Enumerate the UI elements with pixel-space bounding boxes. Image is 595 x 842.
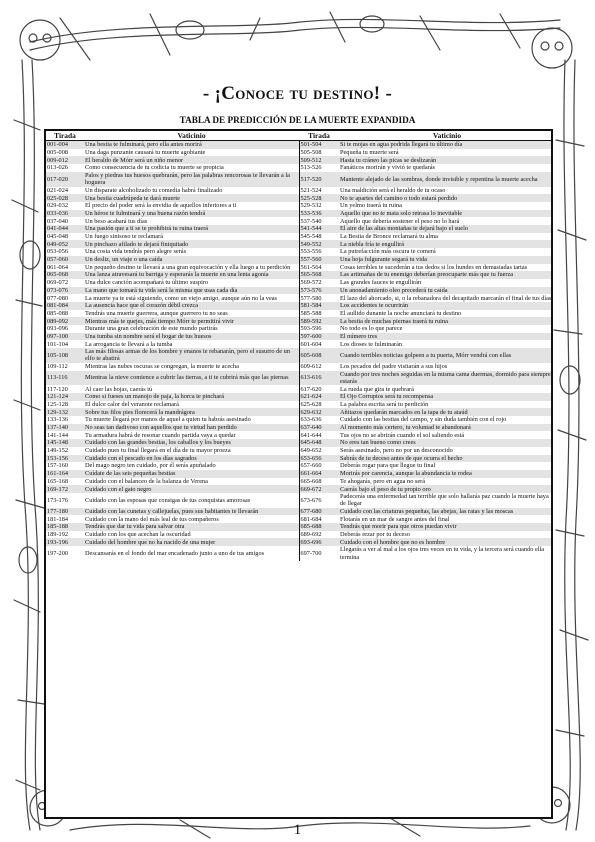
prophecy-cell: Un pinchazo afilado te dejará finiquitado xyxy=(84,240,299,248)
roll-cell: 581-584 xyxy=(299,302,339,310)
prophecy-cell: No todo es lo que parece xyxy=(339,325,553,333)
table-row xyxy=(46,485,553,493)
roll-cell: 185-188 xyxy=(46,523,84,531)
prophecy-cell: Palos y piedras tus huesos quebrarán, pero las palabras rencorosas te llevarán a la hoguera xyxy=(84,172,299,187)
roll-cell: 181-184 xyxy=(46,515,84,523)
table-row xyxy=(46,493,553,508)
table-row xyxy=(46,294,553,302)
prophecy-cell: Tu muerte llegará por manos de aquel a quien tu habrás asesinado xyxy=(84,416,299,424)
roll-cell: 065-068 xyxy=(46,271,84,279)
prophecy-cell: Una maldición será el heraldo de tu ocaso xyxy=(339,187,553,195)
roll-cell: 013-026 xyxy=(46,164,84,172)
roll-cell: 153-156 xyxy=(46,455,84,463)
prophecy-cell: Un disparate alcoholizado tu comedia habrá finalizado xyxy=(84,187,299,195)
roll-cell: 589-592 xyxy=(299,317,339,325)
table-row xyxy=(46,340,553,348)
prophecy-cell: Mientras más te quejes, más tiempo Mórr te permitirá vivir xyxy=(84,317,299,325)
prophecy-cell: Mantente alejado de las sombras, donde invisible y repentina la muerte acecha xyxy=(339,172,553,187)
table-row xyxy=(46,455,553,463)
prophecy-cell: Te ahogarás, pero en agua no será xyxy=(339,478,553,486)
prophecy-cell: Deberás rezar por tu deceso xyxy=(339,531,553,539)
table-row xyxy=(46,393,553,401)
prophecy-cell: Tendrás una muerte guerrera, aunque guerrero tu no seas xyxy=(84,310,299,318)
table-row xyxy=(46,385,553,393)
table-row xyxy=(46,225,553,233)
prophecy-cell: Fanáticos morirán y vivió te quedarás xyxy=(339,164,553,172)
roll-cell: 021-024 xyxy=(46,187,84,195)
prophecy-cell: Una tumba sin nombre será el hogar de tus huesos xyxy=(84,333,299,341)
roll-cell: 697-700 xyxy=(299,546,339,561)
roll-cell: 537-540 xyxy=(299,217,339,225)
roll-cell: 161-164 xyxy=(46,470,84,478)
prophecy-cell: Cuidado con los que acechan la oscuridad xyxy=(84,531,299,539)
table-row xyxy=(46,431,553,439)
prophecy-cell: Pequeña tu muerte será xyxy=(339,149,553,157)
prophecy-cell: Cuidado del hombre que no ha nacido de una mujer xyxy=(84,538,299,546)
roll-cell: 641-644 xyxy=(299,431,339,439)
prophecy-cell: Del mago negro ten cuidado, por él serás apuñalado xyxy=(84,462,299,470)
prophecy-cell: Las más filosas armas de los hombre y enanos te rebanarán, pero el susurro de un elfo te abatirá xyxy=(84,348,299,363)
prophecy-cell: Tendrás que morir para que otros puedan vivir xyxy=(339,523,553,531)
roll-cell: 617-620 xyxy=(299,385,339,393)
prophecy-cell: El lazo del ahorcado, si, o la rebanadora del decapitado marcarán el final de tus días xyxy=(339,294,553,302)
roll-cell: 625-628 xyxy=(299,401,339,409)
table-row xyxy=(46,470,553,478)
roll-cell: 605-608 xyxy=(299,348,339,363)
roll-cell: 661-664 xyxy=(299,470,339,478)
roll-cell: 509-512 xyxy=(299,156,339,164)
roll-cell: 033-036 xyxy=(46,210,84,218)
roll-cell: 165-168 xyxy=(46,478,84,486)
prophecy-cell: Una lanza atravesará tu barriga y esperarás la muerte en una lenta agonía xyxy=(84,271,299,279)
table-row xyxy=(46,447,553,455)
prophecy-cell: Cuidado con las criaturas pequeñas, las abejas, las ratas y las moscas xyxy=(339,508,553,516)
roll-cell: 609-612 xyxy=(299,363,339,371)
prophecy-cell: La putrefacción más oscura te comerá xyxy=(339,248,553,256)
prophecy-cell: Una dulce canción acompañará tu último suspiro xyxy=(84,279,299,287)
prophecy-cell: No seas tan dadivoso con aquellos que tu virtud han perdido xyxy=(84,424,299,432)
table-row xyxy=(46,172,553,187)
prophecy-cell: La bestia de muchas piernas traerá tu ruina xyxy=(339,317,553,325)
roll-cell: 005-008 xyxy=(46,149,84,157)
table-row xyxy=(46,248,553,256)
roll-cell: 513-526 xyxy=(299,164,339,172)
table-row xyxy=(46,478,553,486)
roll-cell: 197-200 xyxy=(46,546,84,561)
table-row xyxy=(46,149,553,157)
prophecy-cell: Cuidado con las grandes bestias, los caballos y los bueyes xyxy=(84,439,299,447)
table-row xyxy=(46,317,553,325)
roll-cell: 037-040 xyxy=(46,217,84,225)
roll-cell: 653-656 xyxy=(299,455,339,463)
table-row xyxy=(46,141,553,149)
roll-cell: 121-124 xyxy=(46,393,84,401)
prophecy-cell: Cuidado con el pescado en los días sagrados xyxy=(84,455,299,463)
prophecy-cell: Un beso acabará tus días xyxy=(84,217,299,225)
table-row xyxy=(46,439,553,447)
prophecy-cell: El heraldo de Mórr será un niño menor xyxy=(84,156,299,164)
table-row xyxy=(46,264,553,272)
roll-cell: 525-528 xyxy=(299,194,339,202)
roll-cell: 517-520 xyxy=(299,172,339,187)
roll-cell: 541-544 xyxy=(299,225,339,233)
roll-cell: 077-080 xyxy=(46,294,84,302)
roll-cell: 137-140 xyxy=(46,424,84,432)
table-row xyxy=(46,462,553,470)
prophecy-cell: Un yelmo traerá tu ruina xyxy=(339,202,553,210)
header-roll-2: Tirada xyxy=(299,131,339,141)
roll-cell: 001-004 xyxy=(46,141,84,149)
prophecy-cell: Añitazos quedarán marcados en la tapa de tu ataúd xyxy=(339,408,553,416)
table-row xyxy=(46,401,553,409)
table-row xyxy=(46,202,553,210)
prophecy-cell: No eres tan bueno como crees xyxy=(339,439,553,447)
roll-cell: 073-076 xyxy=(46,287,84,295)
prophecy-cell: Las grandes fauces te engullirán xyxy=(339,279,553,287)
roll-cell: 193-196 xyxy=(46,538,84,546)
prophecy-cell: Una daga punzante causará tu muerte agobiante xyxy=(84,149,299,157)
table-row xyxy=(46,256,553,264)
roll-cell: 017-020 xyxy=(46,172,84,187)
table-row xyxy=(46,523,553,531)
table-row xyxy=(46,217,553,225)
roll-cell: 505-508 xyxy=(299,149,339,157)
page-title: - ¡Conoce tu destino! - xyxy=(202,83,393,104)
roll-cell: 621-624 xyxy=(299,393,339,401)
prophecy-cell: Cuidado con el hombre que no es hombre xyxy=(339,538,553,546)
prophecy-cell: Caerás bajo el peso de tu propio oro xyxy=(339,485,553,493)
prophecy-cell: Al momento más certero, tu voluntad te abandonará xyxy=(339,424,553,432)
table-row xyxy=(46,233,553,241)
table-row xyxy=(46,271,553,279)
header-roll-1: Tirada xyxy=(46,131,84,141)
prophecy-cell: Cuidado con las bestias del campo, y sin duda también con el rojo xyxy=(339,416,553,424)
prophecy-cell: La palabra escrita será tu perdición xyxy=(339,401,553,409)
roll-cell: 029-032 xyxy=(46,202,84,210)
prophecy-cell: El precio del poder será la envidia de aquellos inferiores a ti xyxy=(84,202,299,210)
header-prophecy-1: Vaticinio xyxy=(84,131,299,141)
roll-cell: 101-104 xyxy=(46,340,84,348)
roll-cell: 601-604 xyxy=(299,340,339,348)
roll-cell: 549-552 xyxy=(299,240,339,248)
prophecy-cell: La muerte ya te está siguiendo, como un viejo amigo, aunque aún no la veas xyxy=(84,294,299,302)
roll-cell: 041-044 xyxy=(46,225,84,233)
roll-cell: 049-052 xyxy=(46,240,84,248)
roll-cell: 057-060 xyxy=(46,256,84,264)
table-row xyxy=(46,333,553,341)
prophecy-cell: El dulce calor del veranote reclamará xyxy=(84,401,299,409)
prophecy-cell: La arrogancia te llevará a la tumba xyxy=(84,340,299,348)
page-number: 1 xyxy=(293,822,302,838)
prophecy-cell: Los pecados del padre visitarán a sus hijos xyxy=(339,363,553,371)
roll-cell: 657-660 xyxy=(299,462,339,470)
prophecy-cell: Cosas terribles te sucederán a tus dedos si los hundes en demasiadas tartas xyxy=(339,264,553,272)
table-row xyxy=(46,302,553,310)
prophecy-cell: Hasta tu cráneo las picas se deslizarán xyxy=(339,156,553,164)
roll-cell: 097-100 xyxy=(46,333,84,341)
roll-cell: 177-180 xyxy=(46,508,84,516)
roll-cell: 577-580 xyxy=(299,294,339,302)
roll-cell: 561-564 xyxy=(299,264,339,272)
prophecy-cell: Una pasión que a ti se te prohibirá tu ruina traerá xyxy=(84,225,299,233)
table-row xyxy=(46,240,553,248)
roll-cell: 085-088 xyxy=(46,310,84,318)
prophecy-cell: Un anonadamiento oleo precederá tu caída xyxy=(339,287,553,295)
roll-cell: 117-120 xyxy=(46,385,84,393)
prophecy-cell: Mientras la nieve comience a cubrir las tierras, a ti te cubrirá más que las piernas xyxy=(84,371,299,386)
roll-cell: 109-112 xyxy=(46,363,84,371)
roll-cell: 645-648 xyxy=(299,439,339,447)
roll-cell: 673-676 xyxy=(299,493,339,508)
roll-cell: 129-132 xyxy=(46,408,84,416)
table-header-row xyxy=(46,131,553,141)
prophecy-cell: Serás asesinado, pero no por un desconocido xyxy=(339,447,553,455)
roll-cell: 081-084 xyxy=(46,302,84,310)
roll-cell: 613-616 xyxy=(299,371,339,386)
prophecy-cell: Un pequeño destino te llevará a una gran equivocación y ella luego a tu perdición xyxy=(84,264,299,272)
roll-cell: 053-056 xyxy=(46,248,84,256)
roll-cell: 573-576 xyxy=(299,287,339,295)
roll-cell: 533-536 xyxy=(299,210,339,218)
roll-cell: 089-092 xyxy=(46,317,84,325)
prophecy-cell: Cuidado pues tu final llegará en el día de tu mayor proeza xyxy=(84,447,299,455)
roll-cell: 025-028 xyxy=(46,194,84,202)
prophecy-cell: La ausencia hace que el corazón débil crezca xyxy=(84,302,299,310)
table-row xyxy=(46,408,553,416)
header-prophecy-2: Vaticinio xyxy=(339,131,553,141)
roll-cell: 045-048 xyxy=(46,233,84,241)
table-row xyxy=(46,546,553,561)
table-row xyxy=(46,164,553,172)
prophecy-cell: Como consecuencia de tu codicia tu muerte se propicia xyxy=(84,164,299,172)
roll-cell: 545-548 xyxy=(299,233,339,241)
prophecy-cell: Una bestia te fulminará, pero ella antes morirá xyxy=(84,141,299,149)
roll-cell: 009-012 xyxy=(46,156,84,164)
roll-cell: 585-588 xyxy=(299,310,339,318)
roll-cell: 501-504 xyxy=(299,141,339,149)
prophecy-cell: Aquello que debería sostener el peso no lo hará xyxy=(339,217,553,225)
table-row xyxy=(46,210,553,218)
prophecy-cell: Tendrás que dar tu vida para salvar otra xyxy=(84,523,299,531)
prophecy-cell: Descansarás en el fondo del mar encadenado junto a uno de tus amigos xyxy=(84,546,299,561)
roll-cell: 061-064 xyxy=(46,264,84,272)
roll-cell: 157-160 xyxy=(46,462,84,470)
prophecy-cell: El aire de las altas montañas te dejará bajo el suelo xyxy=(339,225,553,233)
prophecy-cell: Un fuego sinisoso te reclamará xyxy=(84,233,299,241)
table-row xyxy=(46,424,553,432)
roll-cell: 677-680 xyxy=(299,508,339,516)
prophecy-cell: Un desliz, un viaje o una caída xyxy=(84,256,299,264)
prophecy-cell: Cuídate de las seis pequeñas bestias xyxy=(84,470,299,478)
prophecy-cell: La Bestia de Bronce reclamará tu alma xyxy=(339,233,553,241)
prophecy-cell: Un héroe te fulminará y una buena razón tendrá xyxy=(84,210,299,218)
table-row xyxy=(46,156,553,164)
table-row xyxy=(46,348,553,363)
table-row xyxy=(46,371,553,386)
table-row xyxy=(46,194,553,202)
prophecy-cell: Los dioses te fulminarán xyxy=(339,340,553,348)
prophecy-cell: No te apartes del camino o todo estará perdido xyxy=(339,194,553,202)
prophecy-cell: La rueda que gira te quebrará xyxy=(339,385,553,393)
prophecy-cell: Cuidado con las cunetas y callejuelas, pues sus habitantes te llevarán xyxy=(84,508,299,516)
table-row xyxy=(46,538,553,546)
prophecy-cell: Padecerás una enfermedad tan terrible que solo hallarás paz cuando la muerte haya de llegar xyxy=(339,493,553,508)
table-title: TABLA DE PREDICCIÓN DE LA MUERTE EXPANDIDA xyxy=(179,115,416,125)
roll-cell: 633-636 xyxy=(299,416,339,424)
prophecy-cell: Como si fueses un manojo de paja, la horca te pinchará xyxy=(84,393,299,401)
prophecy-cell: El Ojo Corruptos será tu recompensa xyxy=(339,393,553,401)
prophecy-cell: Durante una gran celebración de este mundo partirás xyxy=(84,325,299,333)
roll-cell: 125-128 xyxy=(46,401,84,409)
table-row xyxy=(46,287,553,295)
table-row xyxy=(46,310,553,318)
prophecy-cell: La mano que tomará tu vida será la misma que usas cada día xyxy=(84,287,299,295)
prophecy-cell: Cuidado con el gato negro xyxy=(84,485,299,493)
prophecy-cell: Los accidentes te ocurrirán xyxy=(339,302,553,310)
roll-cell: 529-532 xyxy=(299,202,339,210)
prophecy-cell: Tu armadura habrá de resonar cuando partida vaya a quedar xyxy=(84,431,299,439)
prophecy-cell: Sobre tus filos pies florecerá la mandrágora xyxy=(84,408,299,416)
prophecy-cell: Sabrás de tu deceso antes de que ocurra el hecho xyxy=(339,455,553,463)
roll-cell: 173-176 xyxy=(46,493,84,508)
table-row xyxy=(46,363,553,371)
table-row xyxy=(46,416,553,424)
roll-cell: 557-560 xyxy=(299,256,339,264)
roll-cell: 113-116 xyxy=(46,371,84,386)
prediction-table-container xyxy=(44,129,553,819)
prophecy-cell: Tus ojos no se abrirán cuando el sol saliendo está xyxy=(339,431,553,439)
roll-cell: 597-600 xyxy=(299,333,339,341)
prophecy-cell: Cuidado con la mano del más leal de tus compañeros xyxy=(84,515,299,523)
prophecy-cell: Una costa vida tendrás pero alegre serás xyxy=(84,248,299,256)
prophecy-cell: Si te mojas en agua podrida llegará tu último día xyxy=(339,141,553,149)
roll-cell: 141-144 xyxy=(46,431,84,439)
roll-cell: 189-192 xyxy=(46,531,84,539)
prediction-table xyxy=(46,131,553,561)
roll-cell: 693-696 xyxy=(299,538,339,546)
roll-cell: 681-684 xyxy=(299,515,339,523)
roll-cell: 565-568 xyxy=(299,271,339,279)
table-row xyxy=(46,279,553,287)
roll-cell: 093-096 xyxy=(46,325,84,333)
roll-cell: 521-524 xyxy=(299,187,339,195)
roll-cell: 553-556 xyxy=(299,248,339,256)
prophecy-cell: El número tres xyxy=(339,333,553,341)
roll-cell: 649-652 xyxy=(299,447,339,455)
roll-cell: 689-692 xyxy=(299,531,339,539)
prophecy-cell: Deberás rogar para que llegue tu final xyxy=(339,462,553,470)
table-row xyxy=(46,325,553,333)
prophecy-cell: Cuidado con el balanceo de la balanza de Verena xyxy=(84,478,299,486)
prophecy-cell: Mientras las nubes oscuras se congregan, la muerte te acecha xyxy=(84,363,299,371)
table-row xyxy=(46,531,553,539)
prophecy-cell: Llegarás a ver al mal a los ojos tres veces en tu vida, y la tercera será cuando ella termina xyxy=(339,546,553,561)
roll-cell: 569-572 xyxy=(299,279,339,287)
prophecy-cell: El aullido dunante la noche anunciará tu destino xyxy=(339,310,553,318)
table-row xyxy=(46,515,553,523)
prophecy-cell: Cuidado con las esposas que consigas de tus conquistas amorosas xyxy=(84,493,299,508)
prophecy-cell: Aquello que no te mata solo retrasa lo inevitable xyxy=(339,210,553,218)
prophecy-cell: Cuando terribles noticias golpeen a tu puerta, Mórr vendrá con ellas xyxy=(339,348,553,363)
prophecy-cell: Flotarás en un mar de sangre antes del final xyxy=(339,515,553,523)
roll-cell: 133-136 xyxy=(46,416,84,424)
roll-cell: 145-148 xyxy=(46,439,84,447)
roll-cell: 637-640 xyxy=(299,424,339,432)
prophecy-cell: Morirás por carencia, aunque la abundancia te rodea xyxy=(339,470,553,478)
prophecy-cell: Una hoja fulgurante segará tu vida xyxy=(339,256,553,264)
prophecy-cell: La niebla fría te engullirá xyxy=(339,240,553,248)
roll-cell: 105-108 xyxy=(46,348,84,363)
roll-cell: 685-688 xyxy=(299,523,339,531)
roll-cell: 069-072 xyxy=(46,279,84,287)
table-row xyxy=(46,508,553,516)
prophecy-cell: Las artimañas de tu enemigo deberían preocuparte más que tu fuerza xyxy=(339,271,553,279)
prophecy-cell: Una bestia cuadrúpeda te dará muerte xyxy=(84,194,299,202)
prophecy-cell: Cuando por tres noches seguidas en la misma cama duermas, dormido para siempre estarás xyxy=(339,371,553,386)
roll-cell: 665-668 xyxy=(299,478,339,486)
roll-cell: 169-172 xyxy=(46,485,84,493)
roll-cell: 593-596 xyxy=(299,325,339,333)
roll-cell: 149-152 xyxy=(46,447,84,455)
roll-cell: 669-672 xyxy=(299,485,339,493)
table-row xyxy=(46,187,553,195)
roll-cell: 629-632 xyxy=(299,408,339,416)
prophecy-cell: Al caer las hojas, caerás tú xyxy=(84,385,299,393)
